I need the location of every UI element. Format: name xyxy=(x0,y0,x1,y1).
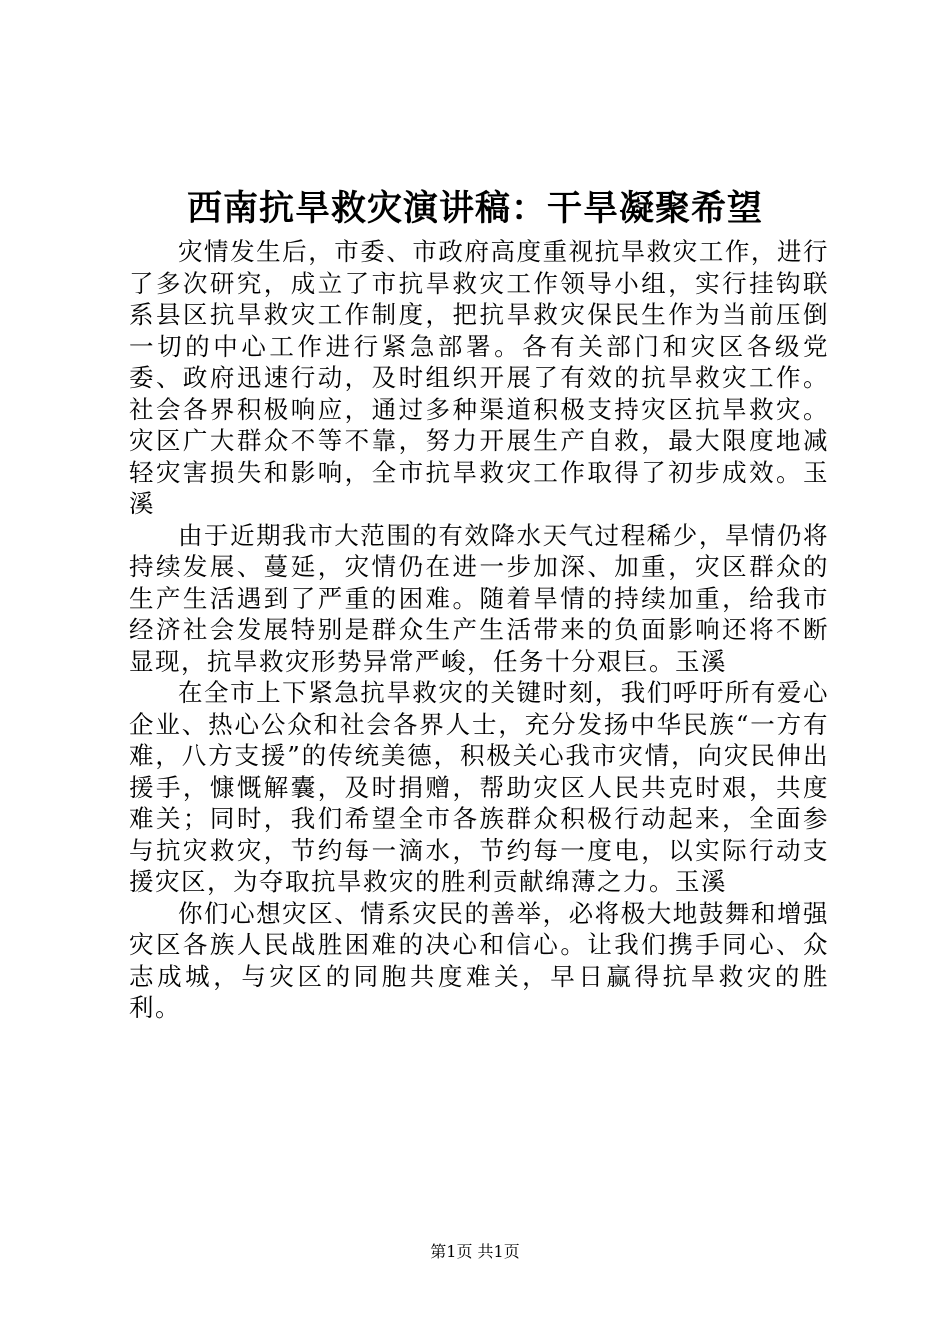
document-body xyxy=(129,236,829,1024)
paragraph-3: 在全市上下紧急抗旱救灾的关键时刻，我们呼吁所有爱心企业、热心公众和社会各界人士，充分发扬中华民族“一方有难，八方支援”的传统美德，积极关心我市灾情，向灾民伸出援手，慷慨解囊，及时捐赠，帮助灾区人民共克时艰，共度难关；同时，我们希望全市各族群众积极行动起来，全面参与抗灾救灾，节约每一滴水，节约每一度电，以实际行动支援灾区，为夺取抗旱救灾的胜利贡献绵薄之力。玉溪 xyxy=(129,678,829,896)
document-title: 西南抗旱救灾演讲稿：干旱凝聚希望 xyxy=(186,188,763,229)
paragraph-4: 你们心想灾区、情系灾民的善举，必将极大地鼓舞和增强灾区各族人民战胜困难的决心和信心。让我们携手同心、众志成城，与灾区的同胞共度难关，早日赢得抗旱救灾的胜利。 xyxy=(129,898,829,1022)
paragraph-1: 灾情发生后，市委、市政府高度重视抗旱救灾工作，进行了多次研究，成立了市抗旱救灾工作领导小组，实行挂钩联系县区抗旱救灾工作制度，把抗旱救灾保民生作为当前压倒一切的中心工作进行紧急部署。各有关部门和灾区各级党委、政府迅速行动，及时组织开展了有效的抗旱救灾工作。社会各界积极响应，通过多种渠道积极支持灾区抗旱救灾。灾区广大群众不等不靠，努力开展生产自救，最大限度地减轻灾害损失和影响，全市抗旱救灾工作取得了初步成效。玉溪 xyxy=(129,237,829,518)
paragraph-2: 由于近期我市大范围的有效降水天气过程稀少，旱情仍将持续发展、蔓延，灾情仍在进一步加深、加重，灾区群众的生产生活遇到了严重的困难。随着旱情的持续加重，给我市经济社会发展特别是群众生产生活带来的负面影响还将不断显现，抗旱救灾形势异常严峻，任务十分艰巨。玉溪 xyxy=(129,520,829,676)
page-number-footer: 第1页 共1页 xyxy=(430,1242,520,1261)
